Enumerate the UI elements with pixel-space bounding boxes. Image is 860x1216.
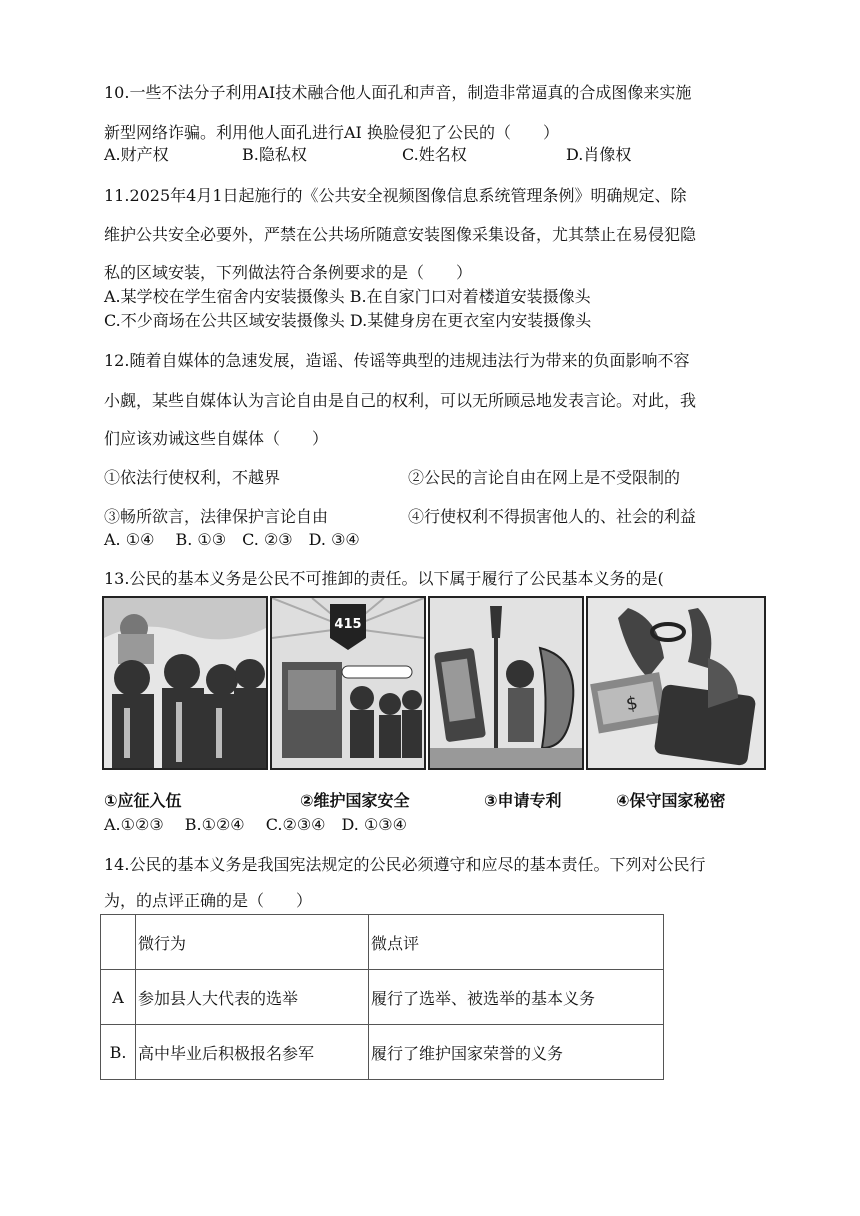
- q12-statement-2: ②公民的言论自由在网上是不受限制的: [408, 468, 681, 487]
- table-cell: 高中毕业后积极报名参军: [136, 1025, 369, 1080]
- q11-line2: 维护公共安全必要外，严禁在公共场所随意安装图像采集设备，尤其禁止在易侵犯隐: [104, 225, 697, 244]
- patent-illustration-icon: [428, 596, 584, 770]
- table-cell: 履行了维护国家荣誉的义务: [369, 1025, 664, 1080]
- table-header-cell: [101, 915, 136, 970]
- national-security-illustration-icon: [270, 596, 426, 770]
- table-row: [101, 915, 664, 970]
- table-cell: A: [101, 970, 136, 1025]
- panel2-badge-text: 415: [334, 617, 362, 632]
- q10-option-c: C.姓名权: [402, 145, 467, 164]
- q11-line1: 11.2025年4月1日起施行的《公共安全视频图像信息系统管理条例》明确规定、除: [104, 186, 687, 205]
- table-row: [101, 970, 664, 1025]
- table-cell: 履行了选举、被选举的基本义务: [369, 970, 664, 1025]
- q10-line2: 新型网络诈骗。利用他人面孔进行AI 换脸侵犯了公民的（ ）: [104, 123, 559, 142]
- table-cell: 参加县人大代表的选举: [136, 970, 369, 1025]
- q14-table: [100, 914, 664, 1080]
- q13-line1: 13.公民的基本义务是公民不可推卸的责任。以下属于履行了公民基本义务的是(: [104, 569, 664, 588]
- soldiers-illustration-icon: [102, 596, 268, 770]
- q13-caption-3: ③申请专利: [484, 791, 562, 810]
- table-cell: B.: [101, 1025, 136, 1080]
- q12-line2: 小觑，某些自媒体认为言论自由是自己的权利，可以无所顾忌地发表言论。对此，我: [104, 391, 697, 410]
- q13-caption-1: ①应征入伍: [104, 791, 182, 810]
- q14-line2: 为，的点评正确的是（ ）: [104, 891, 313, 910]
- q13-caption-4: ④保守国家秘密: [616, 791, 726, 810]
- q10-option-d: D.肖像权: [566, 145, 632, 164]
- q13-options: A.①②③ B.①②④ C.②③④ D. ①③④: [104, 815, 407, 834]
- q14-line1: 14.公民的基本义务是我国宪法规定的公民必须遵守和应尽的基本责任。下列对公民行: [104, 855, 706, 874]
- svg-text:$: $: [624, 692, 640, 716]
- q11-line3: 私的区域安装，下列做法符合条例要求的是（ ）: [104, 263, 473, 282]
- q12-statement-4: ④行使权利不得损害他人的、社会的利益: [408, 507, 697, 526]
- q12-statement-1: ①依法行使权利，不越界: [104, 468, 281, 487]
- q12-line1: 12.随着自媒体的急速发展，造谣、传谣等典型的违规违法行为带来的负面影响不容: [104, 351, 690, 370]
- q12-options: A. ①④ B. ①③ C. ②③ D. ③④: [104, 530, 360, 549]
- q10-line1: 10.一些不法分子利用AI技术融合他人面孔和声音，制造非常逼真的合成图像来实施: [104, 83, 692, 102]
- q13-caption-2: ②维护国家安全: [300, 791, 410, 810]
- q12-statement-3: ③畅所欲言，法律保护言论自由: [104, 507, 329, 526]
- table-header-cell: 微点评: [369, 915, 664, 970]
- q12-line3: 们应该劝诫这些自媒体（ ）: [104, 429, 329, 448]
- state-secret-illustration-icon: [586, 596, 766, 770]
- q10-option-a: A.财产权: [104, 145, 169, 164]
- table-header-cell: 微行为: [136, 915, 369, 970]
- q11-options-cd: C.不少商场在公共区域安装摄像头 D.某健身房在更衣室内安装摄像头: [104, 311, 592, 330]
- table-row: [101, 1025, 664, 1080]
- q10-option-b: B.隐私权: [242, 145, 307, 164]
- q11-options-ab: A.某学校在学生宿舍内安装摄像头 B.在自家门口对着楼道安装摄像头: [104, 287, 591, 306]
